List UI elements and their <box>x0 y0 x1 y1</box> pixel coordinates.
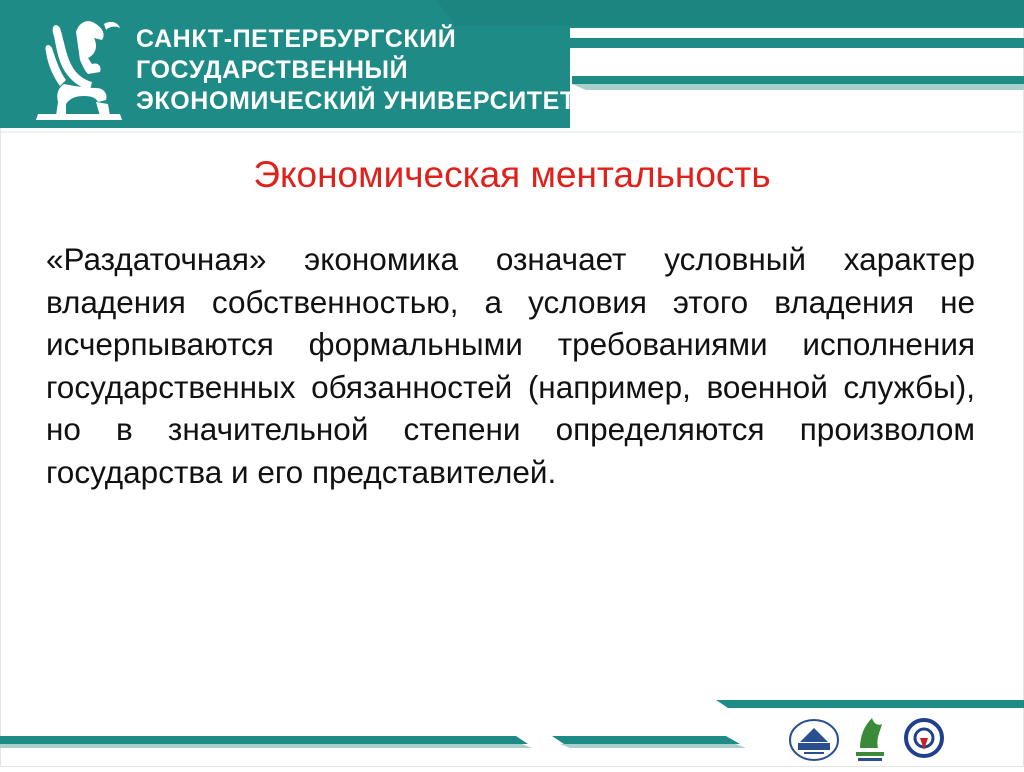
round-partner-logo-icon <box>788 718 840 762</box>
slide-body-text: «Раздаточная» экономика означает условный характер владения собственностью, а условия этого владения не исчерпываются формальными требованиями исполнения государственных обязанностей (например, военной службы), но в значительной степени определяются произволом государства и его представителей. <box>46 241 975 490</box>
university-name-line-3: ЭКОНОМИЧЕСКИЙ УНИВЕРСИТЕТ <box>136 87 576 115</box>
ring-partner-logo-icon <box>904 716 944 760</box>
griffin-partner-logo-icon <box>850 712 890 762</box>
slide-title: Экономическая ментальность <box>253 154 771 195</box>
university-name-line-2: ГОСУДАРСТВЕННЫЙ <box>136 56 409 84</box>
griffin-icon <box>36 18 126 122</box>
university-name-line-1: САНКТ-ПЕТЕРБУРГСКИЙ <box>136 25 457 53</box>
university-name <box>136 24 576 117</box>
